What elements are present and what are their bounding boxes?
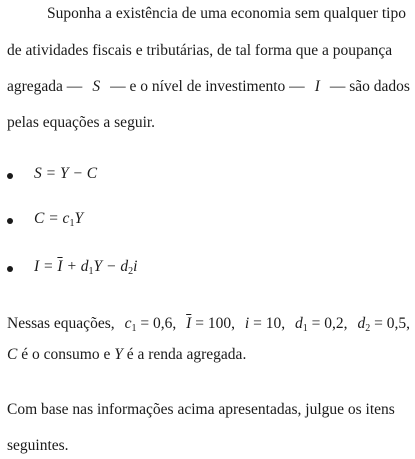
- paragraph3-line1: [7, 400, 410, 420]
- text-span: Com base nas informações acima apresentadas, julgue os itens: [7, 401, 395, 418]
- math-var-I: I: [314, 78, 320, 95]
- paragraph1-line1: [7, 4, 410, 24]
- paragraph2-line1: [7, 314, 410, 339]
- param-d2: $d_2 = 0,5$,: [357, 315, 410, 334]
- equation-C: [34, 209, 83, 234]
- text-span: é o consumo e: [17, 346, 115, 363]
- math-expr: Y − d: [93, 258, 129, 275]
- text-span: — são dados: [329, 78, 410, 95]
- math-var-ibar: $\overline{I}$: [57, 258, 63, 275]
- math-expr: Y: [74, 210, 84, 227]
- text-span: pelas equações a seguir.: [7, 114, 156, 131]
- subscript: 1: [69, 218, 75, 229]
- text-span: de atividades fiscais e tributárias, de tal forma que a poupança: [7, 42, 393, 59]
- math-var-S: S: [92, 78, 101, 95]
- math-var-C: C: [7, 346, 18, 363]
- subscript: 1: [88, 266, 94, 277]
- math-expr: i: [133, 258, 138, 275]
- math-var: C: [34, 210, 45, 227]
- math-expr: + d: [62, 258, 89, 275]
- math-var: S: [34, 165, 42, 182]
- text-span: agregada —: [7, 78, 83, 95]
- math-expr: =: [43, 258, 58, 275]
- text-span: é a renda agregada.: [122, 346, 247, 363]
- math-var: I: [34, 258, 40, 275]
- text-span: Suponha a existência de uma economia sem qualquer tipo: [47, 5, 406, 22]
- paragraph3-line2: [7, 436, 410, 456]
- bullet-icon: [7, 258, 13, 277]
- paragraph2-line2: [7, 345, 410, 365]
- bullet-icon: [7, 210, 13, 229]
- param-d1: $d_1 = 0,2$,: [295, 315, 348, 334]
- equation-I: [34, 257, 137, 282]
- paragraph1-line3: [7, 77, 410, 97]
- math-var-Y: Y: [114, 346, 123, 363]
- math-expr: = c: [48, 210, 70, 227]
- equation-S: [34, 164, 97, 184]
- param-c1: $c_1 = 0,6$,: [124, 315, 177, 334]
- bullet-icon: [7, 165, 13, 184]
- text-span: — e o nível de investimento —: [110, 78, 305, 95]
- math-expr: = Y − C: [45, 165, 98, 182]
- paragraph1-line2: [7, 41, 410, 61]
- subscript: 2: [128, 266, 134, 277]
- text-span: Nessas equações,: [7, 315, 115, 332]
- param-ibar: $\overline{I} = 100$,: [186, 315, 235, 332]
- paragraph1-line4: [7, 113, 410, 133]
- text-span: seguintes.: [7, 437, 69, 454]
- param-i: i = 10,: [244, 315, 286, 332]
